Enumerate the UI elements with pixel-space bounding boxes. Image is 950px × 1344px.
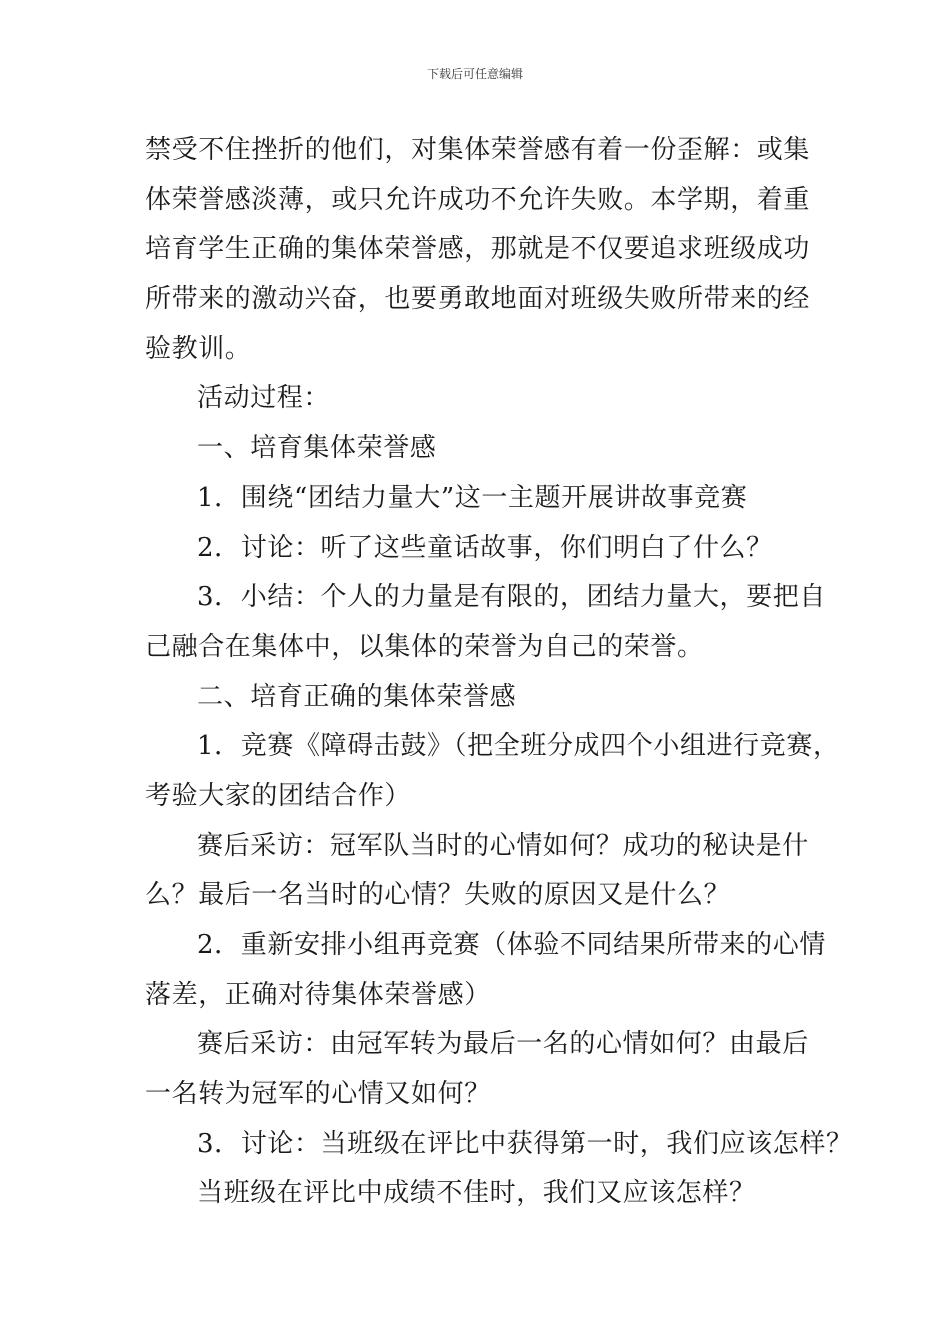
list-item-2-1-cont: 考验大家的团结合作） <box>145 780 412 811</box>
interview-2-cont: 一名转为冠军的心情又如何？ <box>145 1079 491 1110</box>
text-line-4: 所带来的激动兴奋，也要勇敢地面对班级失败所带来的经 <box>145 284 811 315</box>
list-item-1-1: 1．围绕“团结力量大”这一主题开展讲故事竞赛 <box>197 482 748 513</box>
document-body <box>145 126 853 1219</box>
section-label-process: 活动过程： <box>197 383 331 414</box>
section-heading-2: 二、培育正确的集体荣誉感 <box>197 681 517 712</box>
text-line-3: 培育学生正确的集体荣誉感，那就是不仅要追求班级成功 <box>145 234 811 265</box>
list-item-2-2: 2．重新安排小组再竞赛（体验不同结果所带来的心情 <box>197 930 826 960</box>
list-item-2-1: 1．竞赛《障碍击鼓》（把全班分成四个小组进行竞赛， <box>197 731 840 762</box>
list-item-1-2: 2．讨论：听了这些童话故事，你们明白了什么？ <box>197 532 773 563</box>
list-item-2-2-cont: 落差，正确对待集体荣誉感） <box>145 979 491 1010</box>
list-item-2-3: 3．讨论：当班级在评比中获得第一时，我们应该怎样？ <box>197 1128 853 1159</box>
text-line-1: 禁受不住挫折的他们，对集体荣誉感有着一份歪解：或集 <box>145 135 811 165</box>
text-line-5: 验教训。 <box>145 333 252 364</box>
list-item-1-3-cont: 己融合在集体中，以集体的荣誉为自己的荣誉。 <box>145 631 704 662</box>
interview-1: 赛后采访：冠军队当时的心情如何？成功的秘诀是什 <box>197 830 809 861</box>
list-item-1-3: 3．小结：个人的力量是有限的，团结力量大，要把自 <box>197 582 826 613</box>
list-item-2-3-cont: 当班级在评比中成绩不佳时，我们又应该怎样？ <box>197 1178 756 1209</box>
section-heading-1: 一、培育集体荣誉感 <box>197 433 437 464</box>
page-header-note: 下载后可任意编辑 <box>426 67 523 81</box>
interview-2: 赛后采访：由冠军转为最后一名的心情如何？由最后 <box>197 1029 809 1060</box>
interview-1-cont: 么？最后一名当时的心情？失败的原因又是什么？ <box>145 880 731 911</box>
text-line-2: 体荣誉感淡薄，或只允许成功不允许失败。本学期，着重 <box>145 184 811 215</box>
